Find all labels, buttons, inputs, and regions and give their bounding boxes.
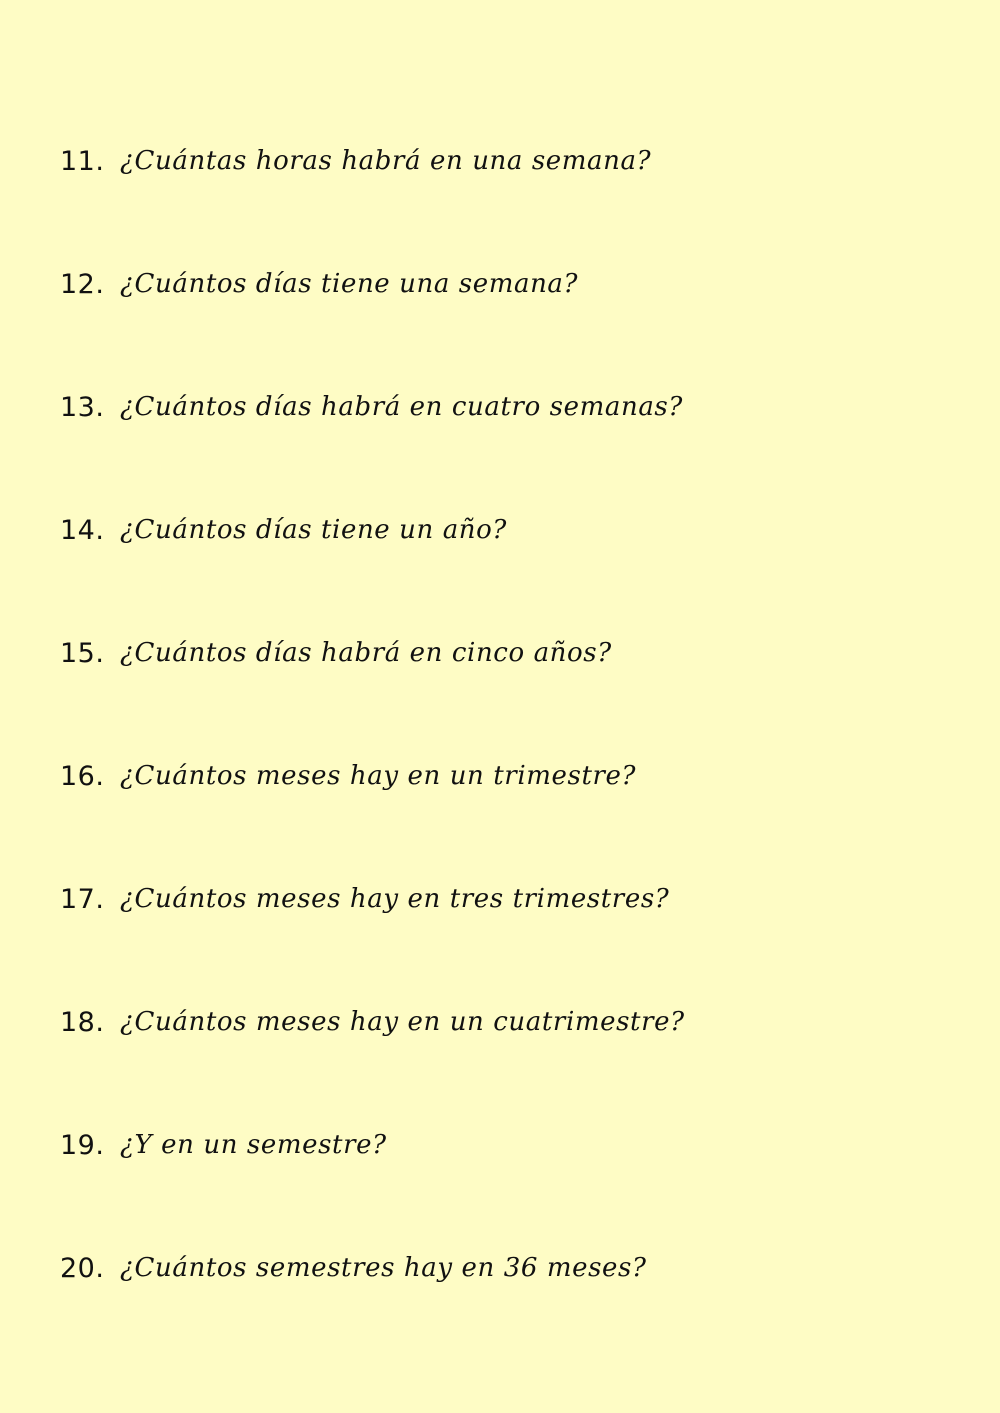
question-text: ¿Cuántas horas habrá en una semana? xyxy=(120,146,652,176)
question-number: 17. xyxy=(60,883,105,915)
question-text: ¿Y en un semestre? xyxy=(120,1130,387,1160)
question-number: 16. xyxy=(60,760,105,792)
question-item xyxy=(60,382,683,432)
question-text: ¿Cuántos semestres hay en 36 meses? xyxy=(120,1253,647,1283)
question-item xyxy=(60,136,651,186)
question-number: 18. xyxy=(60,1006,105,1038)
question-number: 14. xyxy=(60,514,105,546)
question-number: 15. xyxy=(60,637,105,669)
question-item xyxy=(60,874,669,924)
question-number: 11. xyxy=(60,145,105,177)
question-number: 13. xyxy=(60,391,105,423)
question-text: ¿Cuántos días tiene una semana? xyxy=(120,269,579,299)
question-item xyxy=(60,505,507,555)
question-text: ¿Cuántos días habrá en cuatro semanas? xyxy=(120,392,683,422)
question-text: ¿Cuántos meses hay en un cuatrimestre? xyxy=(120,1007,685,1037)
question-number: 20. xyxy=(60,1252,105,1284)
question-number: 19. xyxy=(60,1129,105,1161)
question-item xyxy=(60,1243,647,1293)
question-text: ¿Cuántos meses hay en un trimestre? xyxy=(120,761,637,791)
question-item xyxy=(60,1120,387,1170)
question-item xyxy=(60,997,685,1047)
question-item xyxy=(60,751,636,801)
question-number: 12. xyxy=(60,268,105,300)
question-text: ¿Cuántos meses hay en tres trimestres? xyxy=(120,884,670,914)
question-text: ¿Cuántos días habrá en cinco años? xyxy=(120,638,612,668)
question-text: ¿Cuántos días tiene un año? xyxy=(120,515,507,545)
question-item xyxy=(60,628,612,678)
question-item xyxy=(60,259,578,309)
